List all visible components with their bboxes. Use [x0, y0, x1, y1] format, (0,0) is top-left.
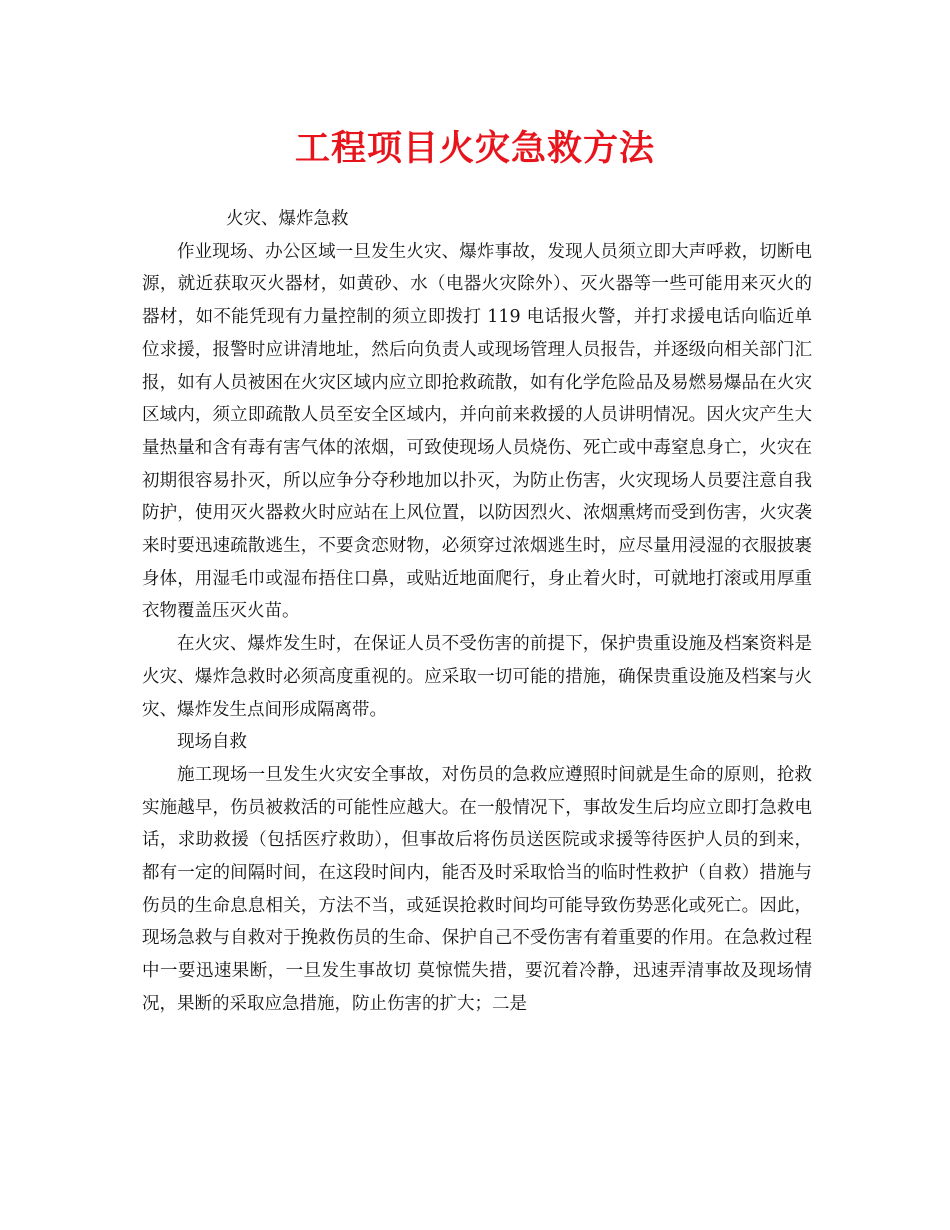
- document-title: 工程项目火灾急救方法: [294, 128, 655, 169]
- document-body: [142, 203, 812, 1021]
- section-heading-self-rescue: 现场自救: [177, 732, 247, 753]
- section-heading-fire-explosion: 火灾、爆炸急救: [226, 209, 349, 229]
- paragraph-self-rescue: 施工现场一旦发生火灾安全事故，对伤员的急救应遵照时间就是生命的原则，抢救实施越早，伤员被救活的可能性应越大。在一般情况下，事故发生后均应立即打急救电话，求助救援（包括医疗救助），但事故后将伤员送医院或求援等待医护人员的到来，都有一定的间隔时间，在这段时间内，能否及时采取恰当的临时性救护（自救）措施与伤员的生命息息相关，方法不当，或延误抢救时间均可能导致伤势恶化或死亡。因此，现场急救与自救对于挽救伤员的生命、保护自己不受伤害有着重要的作用。在急救过程中一要迅速果断，一旦发生事故切 莫惊慌失措，要沉着冷静，迅速弄清事故及现场情况，果断的采取应急措施，防止伤害的扩大；二是: [142, 764, 812, 1014]
- paragraph-protect-assets: 在火灾、爆炸发生时，在保证人员不受伤害的前提下，保护贵重设施及档案资料是火灾、爆炸急救时必须高度重视的。应采取一切可能的措施，确保贵重设施及档案与火灾、爆炸发生点间形成隔离带。: [142, 634, 812, 720]
- paragraph-fire-response: 作业现场、办公区域一旦发生火灾、爆炸事故，发现人员须立即大声呼救，切断电源，就近获取灭火器材，如黄砂、水（电器火灾除外）、灭火器等一些可能用来灭火的器材，如不能凭现有力量控制的须立即拨打 119 电话报火警，并打求援电话向临近单位求援，报警时应讲清地址，然后向负责人或现场管理人员报告，并逐级向相关部门汇报，如有人员被困在火灾区域内应立即抢救疏散，如有化学危险品及易燃易爆品在火灾区域内，须立即疏散人员至安全区域内，并向前来救援的人员讲明情况。因火灾产生大量热量和含有毒有害气体的浓烟，可致使现场人员烧伤、死亡或中毒窒息身亡，火灾在初期很容易扑灭，所以应争分夺秒地加以扑灭，为防止伤害，火灾现场人员要注意自我防护，使用灭火器救火时应站在上风位置，以防因烈火、浓烟熏烤而受到伤害，火灾袭来时要迅速疏散逃生，不要贪恋财物，必须穿过浓烟逃生时，应尽量用浸湿的衣服披裹身体，用湿毛巾或湿布捂住口鼻，或贴近地面爬行，身止着火时，可就地打滚或用厚重衣物覆盖压灭火苗。: [142, 241, 812, 622]
